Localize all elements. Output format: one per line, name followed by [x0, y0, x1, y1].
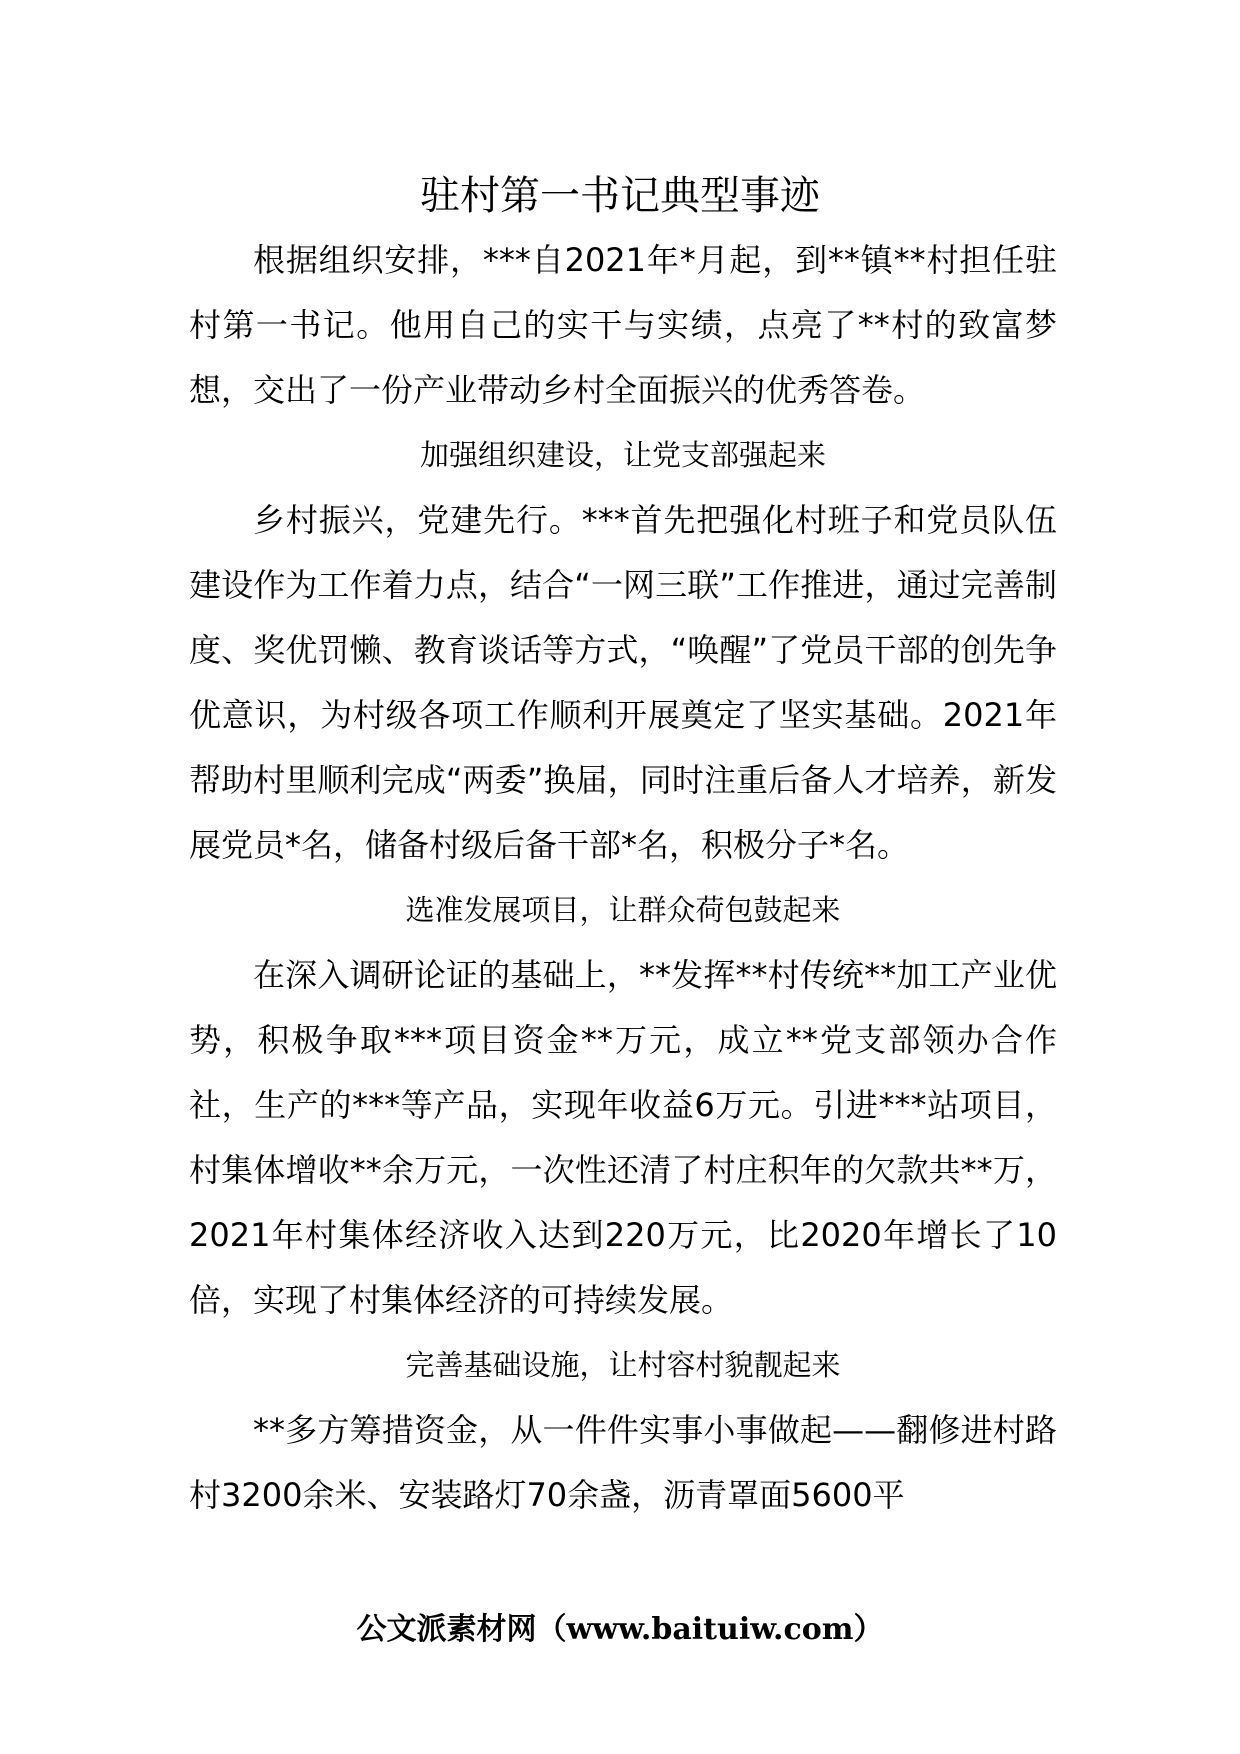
section-paragraph: 在深入调研论证的基础上，**发挥**村传统**加工产业优势，积极争取***项目资金**万元，成立**党支部领办合作社，生产的***等产品，实现年收益6万元。引进***站项目，村集体增收**余万元，一次性还清了村庄积年的欠款共**万，2021年村集体经济收入达到220万元，比2020年增长了10倍，实现了村集体经济的可持续发展。	[189, 956, 1057, 1319]
document-body	[189, 228, 1057, 1528]
document-title: 驻村第一书记典型事迹	[420, 173, 820, 219]
section-heading: 加强组织建设，让党支部强起来	[419, 438, 826, 472]
section-heading: 完善基础设施，让村容村貌靓起来	[405, 1348, 841, 1382]
section-paragraph: **多方筹措资金，从一件件实事小事做起——翻修进村路村3200余米、安装路灯70余盏，沥青罩面5600平	[189, 1411, 1057, 1514]
section-paragraph: 乡村振兴，党建先行。***首先把强化村班子和党员队伍建设作为工作着力点，结合“一网三联”工作推进，通过完善制度、奖优罚懒、教育谈话等方式，“唤醒”了党员干部的创先争优意识，为村级各项工作顺利开展奠定了坚实基础。2021年帮助村里顺利完成“两委”换届，同时注重后备人才培养，新发展党员*名，储备村级后备干部*名，积极分子*名。	[189, 501, 1057, 864]
section-heading: 选准发展项目，让群众荷包鼓起来	[405, 893, 841, 927]
footer-watermark: 公文派素材网（www.baituiw.com）	[356, 1612, 884, 1647]
intro-paragraph: 根据组织安排，***自2021年*月起，到**镇**村担任驻村第一书记。他用自己的实干与实绩，点亮了**村的致富梦想，交出了一份产业带动乡村全面振兴的优秀答卷。	[189, 241, 1057, 409]
